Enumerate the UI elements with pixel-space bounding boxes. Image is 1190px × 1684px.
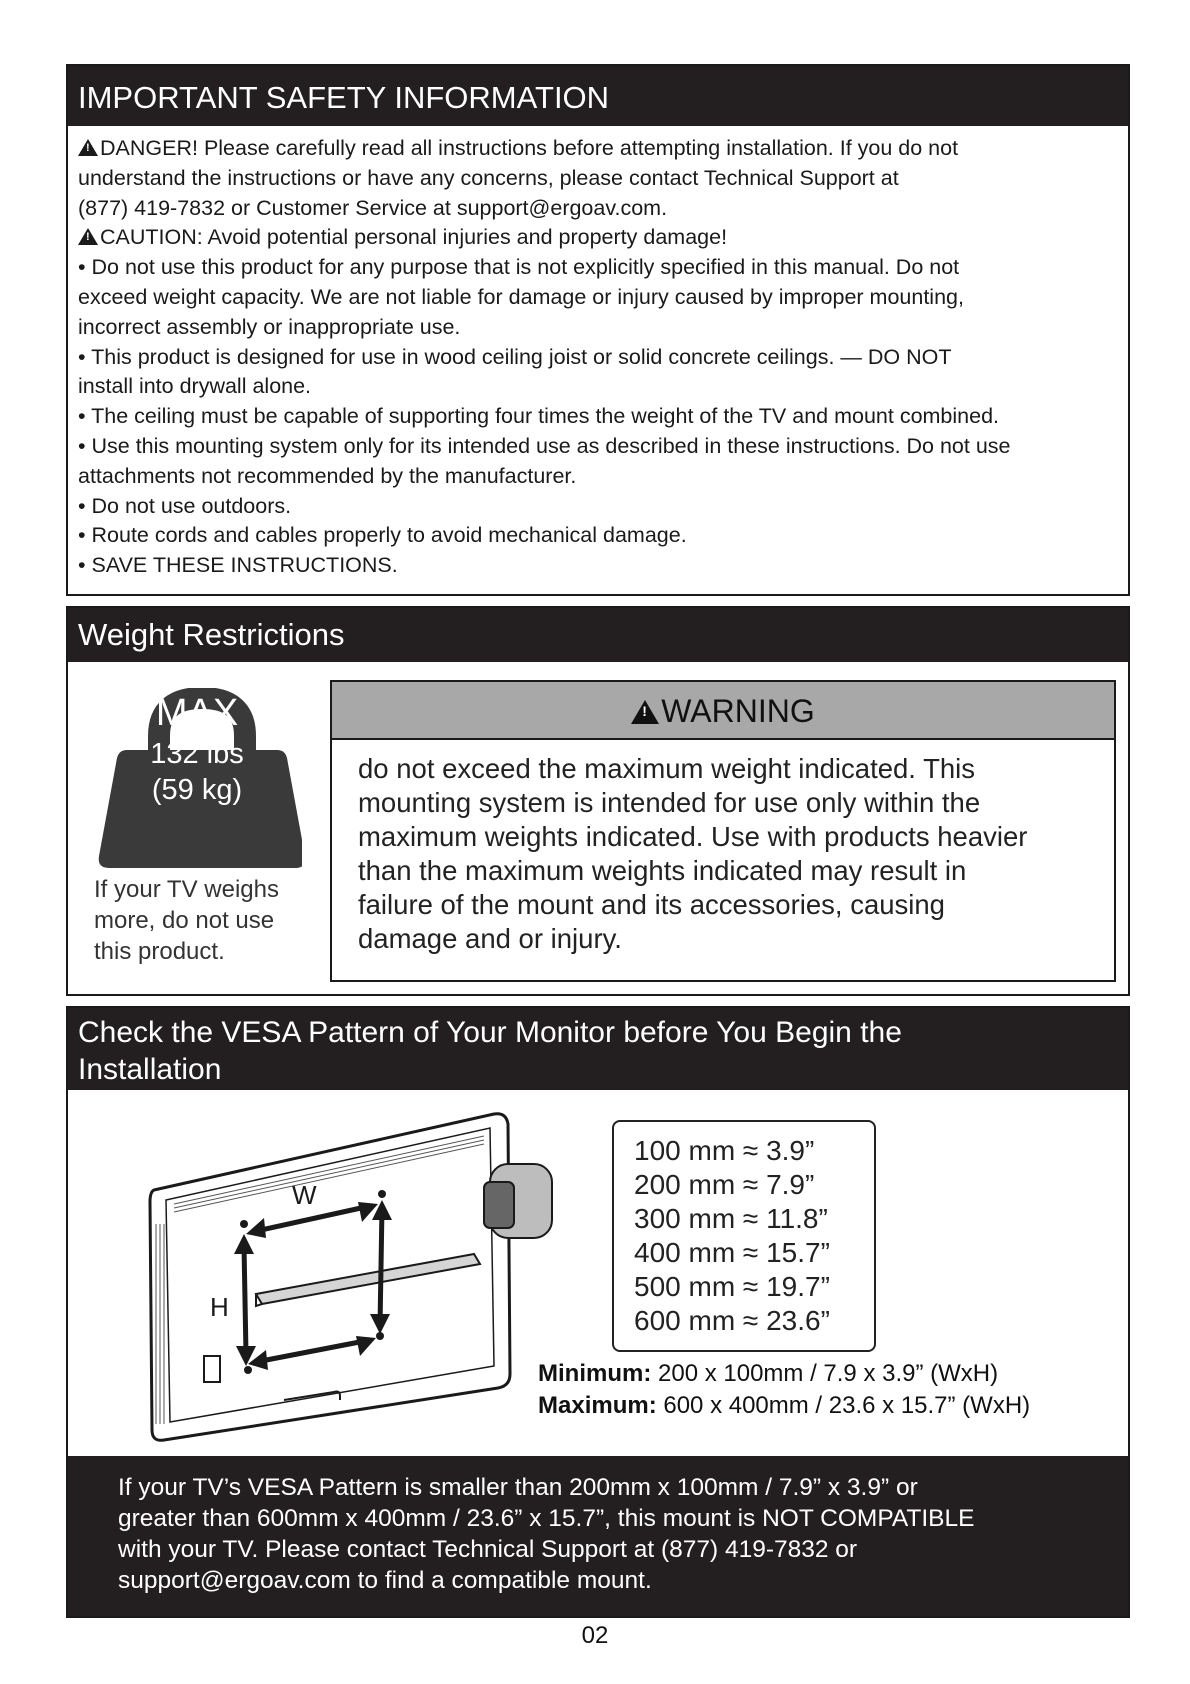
size-row: 600 mm ≈ 23.6” — [634, 1305, 830, 1336]
bullet-item: attachments not recommended by the manufacturer. — [78, 463, 577, 488]
warning-header — [332, 682, 1114, 740]
vesa-title: Check the VESA Pattern of Your Monitor before You Begin the Installation — [68, 1008, 1128, 1090]
bullet-item: • SAVE THESE INSTRUCTIONS. — [78, 553, 398, 578]
warning-box — [330, 680, 1116, 982]
max-label: MAX — [155, 692, 239, 734]
vesa-maximum: Maximum: 600 x 400mm / 23.6 x 15.7” (WxH) — [538, 1392, 1031, 1419]
bullet-item: • Do not use this product for any purpose that is not explicitly specified in this manual. Do not — [78, 255, 960, 280]
warning-triangle-icon — [78, 139, 98, 156]
caution-line: !CAUTION: Avoid potential personal injuries and property damage! — [78, 223, 1120, 253]
weight-title: Weight Restrictions — [68, 608, 1128, 662]
bullet-item: • Use this mounting system only for its intended use as described in these instructions. Do not use — [78, 433, 1011, 458]
height-label: H — [210, 1292, 229, 1322]
safety-section — [66, 64, 1130, 596]
danger-text: (877) 419-7832 or Customer Service at support@ergoav.com. — [78, 195, 668, 220]
safety-title: IMPORTANT SAFETY INFORMATION — [68, 66, 1128, 126]
vesa-section — [66, 1006, 1130, 1618]
size-row: 400 mm ≈ 15.7” — [634, 1237, 830, 1268]
bullet-item: incorrect assembly or inappropriate use. — [78, 314, 461, 339]
size-row: 300 mm ≈ 11.8” — [634, 1203, 828, 1234]
bullet-item: • Route cords and cables properly to avoid mechanical damage. — [78, 523, 687, 548]
bullet-item: • This product is designed for use in wood ceiling joist or solid concrete ceilings. — DO NOT — [78, 344, 952, 369]
warning-triangle-icon — [78, 228, 98, 245]
size-row: 200 mm ≈ 7.9” — [634, 1169, 815, 1200]
bullet-item: • Do not use outdoors. — [78, 493, 292, 518]
tv-back-diagram — [144, 1104, 584, 1444]
bullet-item: exceed weight capacity. We are not liable for damage or injury caused by improper mounting, — [78, 284, 964, 309]
vesa-min-max — [538, 1358, 1030, 1422]
warning-title: WARNING — [661, 693, 815, 729]
bullet-item: install into drywall alone. — [78, 374, 312, 399]
page-number: 02 — [581, 1622, 609, 1649]
vesa-minimum: Minimum: 200 x 100mm / 7.9 x 3.9” (WxH) — [538, 1360, 999, 1387]
warning-triangle-icon — [631, 700, 659, 724]
bullet-item: • The ceiling must be capable of supporting four times the weight of the TV and mount combined. — [78, 404, 1000, 429]
weight-section — [66, 606, 1130, 996]
max-kg: (59 kg) — [151, 774, 243, 806]
safety-body — [68, 126, 1128, 581]
tv-weight-note: If your TV weighs more, do not use this product. — [94, 876, 279, 965]
width-label: W — [292, 1180, 317, 1210]
vesa-size-table — [612, 1120, 876, 1352]
danger-text: understand the instructions or have any concerns, please contact Technical Support at — [78, 165, 899, 190]
size-row: 100 mm ≈ 3.9” — [634, 1135, 815, 1166]
max-lbs: 132 lbs — [150, 738, 244, 770]
caution-label: CAUTION: — [100, 225, 203, 250]
warning-body: do not exceed the maximum weight indicated. This mounting system is intended for use only within the maximum weights indicated. Use with products heavier than the maximum weights indicated may result in failure of the mount and its accessories, causing damage and or injury. — [358, 753, 1028, 954]
size-row: 500 mm ≈ 19.7” — [634, 1271, 830, 1302]
danger-line: !DANGER! Please carefully read all instructions before attempting installation. If you do not — [78, 134, 1120, 164]
vesa-compatibility-note: If your TV’s VESA Pattern is smaller than 200mm x 100mm / 7.9” x 3.9” or greater than 600mm x 400mm / 23.6” x 15.7”, this mount is NOT COMPATIBLE with your TV. Please contact Technical Support at (877) 419-7832 or support@ergoav.com to find a compatible mount. — [68, 1456, 1128, 1616]
danger-label: DANGER! — [100, 136, 198, 160]
